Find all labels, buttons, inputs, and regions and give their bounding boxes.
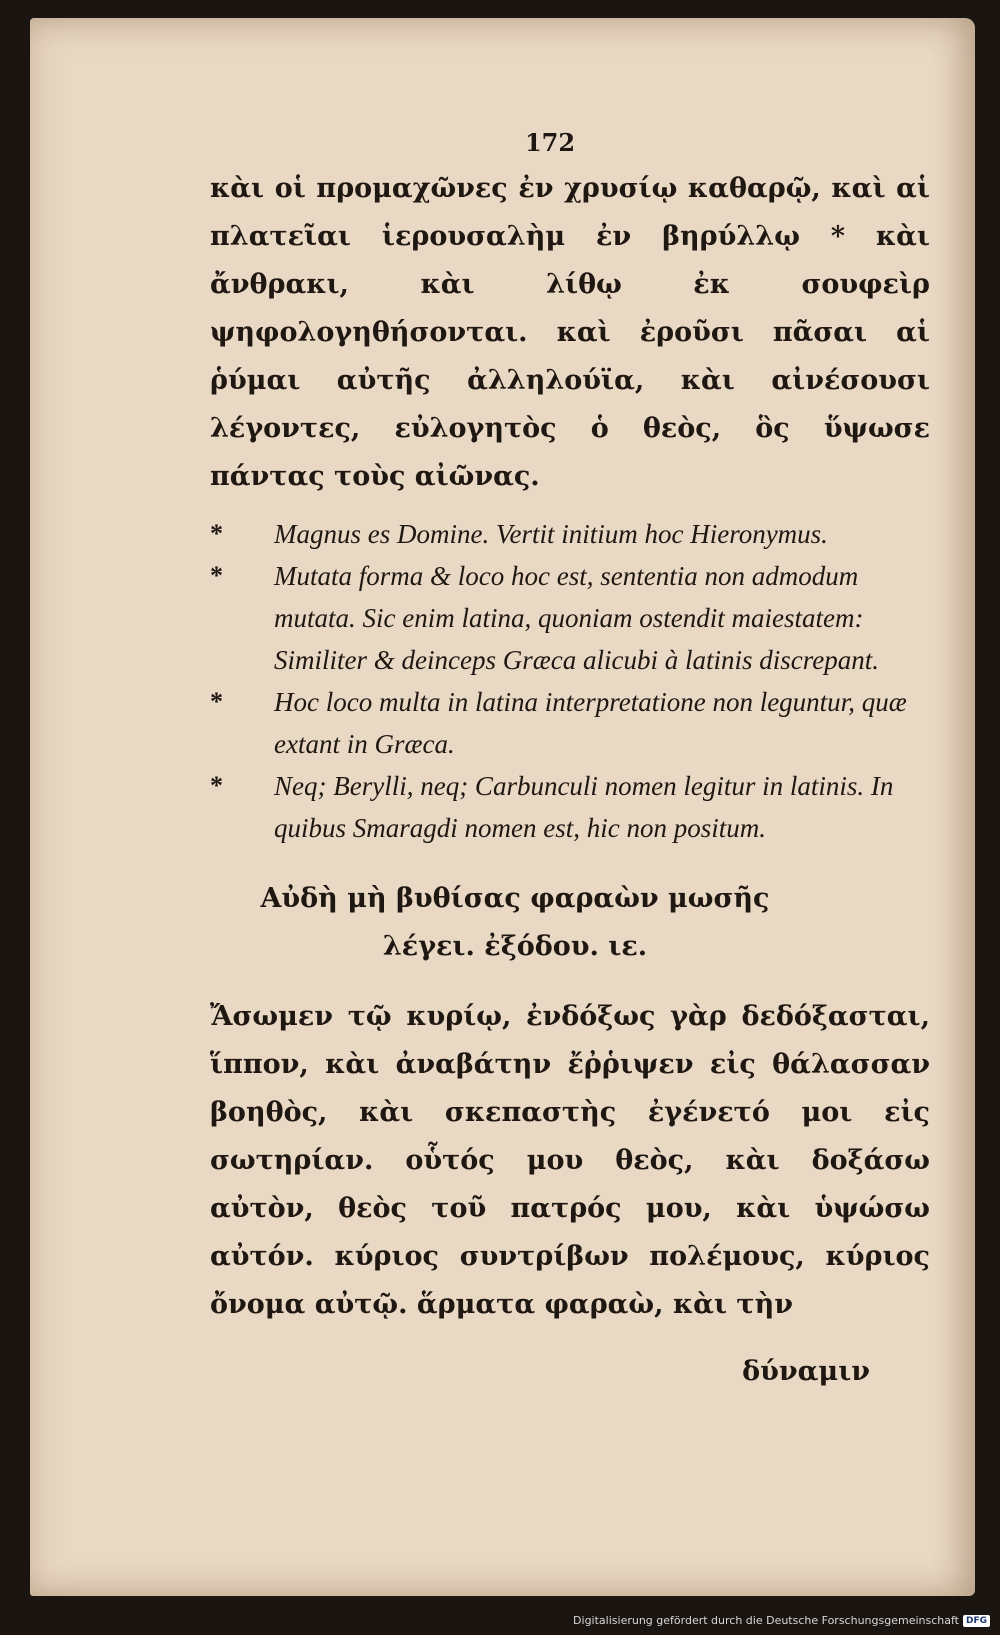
note-text: Magnus es Domine. Vertit initium hoc Hieronymus.: [274, 519, 828, 549]
text-block: [210, 128, 930, 1387]
credit-text: Digitalisierung gefördert durch die Deutsche Forschungsgemeinschaft: [573, 1614, 959, 1627]
ode-heading: [210, 875, 930, 971]
note-item: [210, 513, 930, 555]
note-item: [210, 555, 930, 681]
latin-notes: [210, 513, 930, 849]
asterisk-marker: *: [210, 687, 223, 716]
book-page: [30, 18, 975, 1596]
note-item: [210, 681, 930, 765]
note-text: Hoc loco multa in latina interpretatione non leguntur, quæ extant in Græca.: [274, 687, 907, 759]
asterisk-marker: *: [210, 771, 223, 800]
ode-paragraph: Ἄσωμεν τῷ κυρίῳ, ἐνδόξως γὰρ δεδόξασται, ἵππον, κὰι ἀναβάτην ἔῤῥιψεν εἰς θάλασσαν βοηθὸς, κὰι σκεπαστὴς ἐγένετό μοι εἰς σωτηρίαν. οὗτός μου θεὸς, κὰι δοξάσω αὐτὸν, θεὸς τοῦ πατρός μου, κὰι ὑψώσω αὐτόν. κύριος συντρίβων πολέμους, κύριος ὄνομα αὐτῷ. ἅρματα φαραὼ, κὰι τὴν: [210, 1001, 930, 1320]
ode-heading-line: λέγει. ἐξόδου. ιε.: [382, 931, 648, 962]
asterisk-marker: *: [210, 561, 223, 590]
greek-paragraph: κὰι οἱ προμαχῶνες ἐν χρυσίῳ καθαρῷ, καὶ αἱ πλατεῖαι ἱερουσαλὴμ ἐν βηρύλλῳ * κὰι ἄνθρακι, κὰι λίθῳ ἐκ σουφεὶρ ψηφολογηθήσονται. καὶ ἐροῦσι πᾶσαι αἱ ῥύμαι αὐτῆς ἀλληλούϊα, κὰι αἰνέσουσι λέγοντες, εὐλογητὸς ὁ θεὸς, ὃς ὕψωσε πάντας τοὺς αἰῶνας.: [210, 173, 930, 492]
note-text: Mutata forma & loco hoc est, sententia non admodum mutata. Sic enim latina, quoniam ostendit maiestatem: Similiter & deinceps Græca alicubi à latinis discrepant.: [274, 561, 879, 675]
asterisk-marker: *: [210, 519, 223, 548]
note-item: [210, 765, 930, 849]
note-text: Neq; Berylli, neq; Carbunculi nomen legitur in latinis. In quibus Smaragdi nomen est, hic non positum.: [274, 771, 894, 843]
dfg-logo: DFG: [963, 1615, 990, 1627]
ode-heading-line: Αὐδὴ μὴ βυθίσας φαραὼν μωσῆς: [260, 883, 770, 914]
digitization-credit: [573, 1614, 990, 1627]
page-number: 172: [524, 128, 576, 157]
catchword: δύναμιν: [742, 1356, 870, 1387]
